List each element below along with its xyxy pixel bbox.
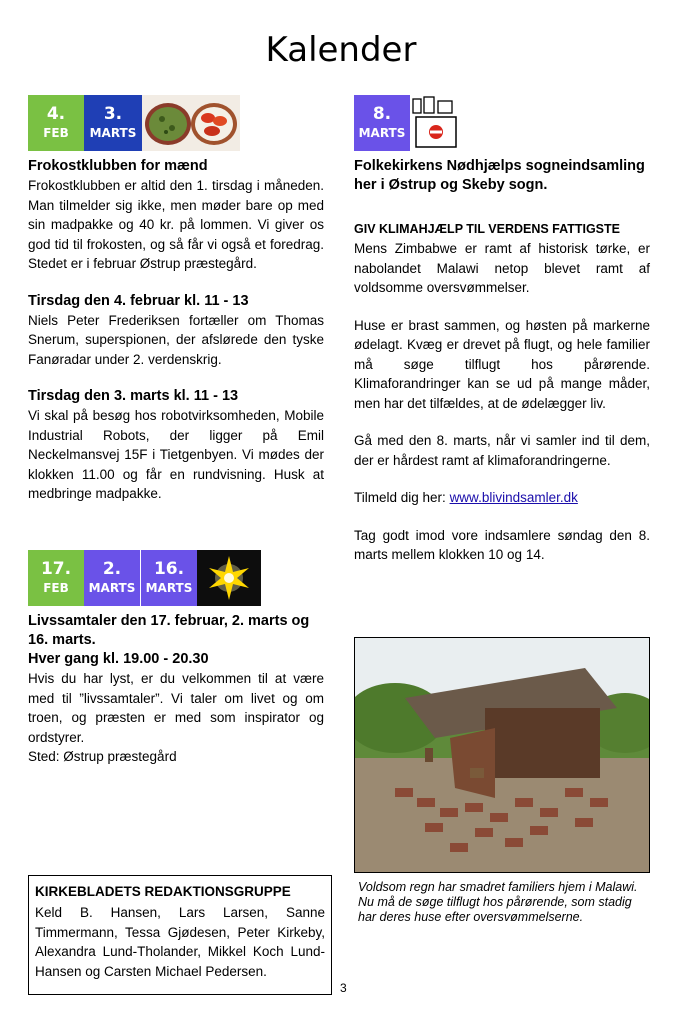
event-body-3-marts: Vi skal på besøg hos robotvirksomheden, Mobile Industrial Robots, der ligger på Emil Neckelmansvej 15F i Tietgenbyen. Vi mødes der klokken 11.00 og får en rundvisning. Husk at medbringe madpakke.: [28, 408, 324, 501]
badge-day: 4.: [46, 104, 66, 124]
badge-day: 17.: [40, 559, 72, 579]
event-title-frokostklubben: Frokostklubben for mænd: [28, 158, 208, 174]
star-image: [197, 550, 261, 606]
badge-month: MARTS: [89, 126, 137, 140]
badge-month: FEB: [43, 126, 69, 140]
badge-day: 8.: [372, 104, 392, 124]
food-image: [142, 95, 240, 151]
collection-para-2: Huse er brast sammen, og høsten på markerne ødelagt. Kvæg er drevet på flugt, og hele familier må søge tilflugt hos pårørende. Klimaforandringer kan se ud på mange måder, men har det tilfældes, at de ødelægger liv.: [354, 317, 650, 411]
badge-row-1: [28, 95, 324, 151]
collection-box-image: [410, 95, 462, 151]
badge-month: MARTS: [88, 581, 136, 595]
date-badge-3-marts: [84, 95, 142, 151]
date-badge-17-feb: [28, 550, 84, 606]
badge-row-2: [28, 550, 324, 767]
date-badge-8-marts: [354, 95, 410, 151]
sandwich-icon: [142, 95, 240, 151]
badge-row-right: [354, 95, 650, 151]
collection-para-1: Mens Zimbabwe er ramt af historisk tørke, er nabolandet Malawi netop blevet ramt af voldsomme oversvømmelser.: [354, 241, 650, 295]
badge-month: MARTS: [145, 581, 193, 595]
event-body-4-feb: Niels Peter Frederiksen fortæller om Thomas Snerum, superspionen, der afslørede den tyske Fanøradar under 2. verdenskrig.: [28, 312, 324, 367]
badge-month: MARTS: [358, 126, 406, 140]
signup-link[interactable]: www.blivindsamler.dk: [449, 490, 578, 505]
event-title-4-feb: Tirsdag den 4. februar kl. 11 - 13: [28, 292, 249, 309]
date-badge-16-marts: [140, 550, 197, 606]
event-title-livssamtaler: Livssamtaler den 17. februar, 2. marts og 16. marts.: [28, 613, 310, 648]
event-body-frokostklubben: Frokostklubben er altid den 1. tirsdag i måneden. Man tilmelder sig ikke, men møder bare op med sin madpakke og 40 kr. på lommen. Vi giver os god tid til frokosten, og så får vi også et foredrag. Stedet er i februar Østrup præstegård.: [28, 178, 324, 271]
badge-month: FEB: [43, 581, 69, 595]
event-body-livssamtaler: Hvis du har lyst, er du velkommen til at være med til ”livssamtaler”. Vi taler om livet og om troen, og præsten er med som inspirator og ordstyrer.: [28, 671, 324, 745]
redaktion-box: [28, 875, 332, 995]
left-column: [28, 95, 324, 504]
signup-label: Tilmeld dig her:: [354, 490, 446, 505]
photo-caption: Voldsom regn har smadret familiers hjem i Malawi. Nu må de søge tilflugt hos pårørende, som stadig har deres huse efter oversvømmelserne.: [358, 880, 638, 924]
badge-day: 2.: [102, 559, 122, 579]
collection-title: Folkekirkens Nødhjælps sogneindsamling her i Østrup og Skeby sogn.: [354, 158, 645, 193]
signup-line: [354, 488, 650, 508]
right-column: [354, 95, 650, 565]
redaktion-title: KIRKEBLADETS REDAKTIONSGRUPPE: [35, 884, 291, 899]
event-title-3-marts: Tirsdag den 3. marts kl. 11 - 13: [28, 388, 239, 404]
date-badge-4-feb: [28, 95, 84, 151]
event-place-livssamtaler: Sted: Østrup præstegård: [28, 749, 177, 764]
collection-subhead: GIV KLIMAHJÆLP TIL VERDENS FATTIGSTE: [354, 222, 620, 236]
star-icon: [197, 550, 261, 606]
page-title: Kalender: [265, 30, 417, 70]
page-number: 3: [340, 981, 347, 995]
malawi-photo: [354, 637, 650, 873]
collection-para-4: Tag godt imod vore indsamlere søndag den 8. marts mellem klokken 10 og 14.: [354, 527, 650, 562]
collection-para-3: Gå med den 8. marts, når vi samler ind til dem, der er hårdest ramt af klimaforandringerne.: [354, 433, 650, 468]
redaktion-members: Keld B. Hansen, Lars Larsen, Sanne Timmermann, Tessa Gjødesen, Peter Kirkeby, Alexandra Lund-Tholander, Mikkel Koch Lund-Hansen og Carsten Michael Pedersen.: [35, 905, 325, 979]
collapsed-house-photo-icon: [355, 638, 650, 873]
badge-day: 3.: [103, 104, 123, 124]
collection-box-icon: [410, 95, 462, 151]
date-badge-2-marts: [84, 550, 140, 606]
badge-day: 16.: [153, 559, 185, 579]
event-time-livssamtaler: Hver gang kl. 19.00 - 20.30: [28, 651, 209, 667]
